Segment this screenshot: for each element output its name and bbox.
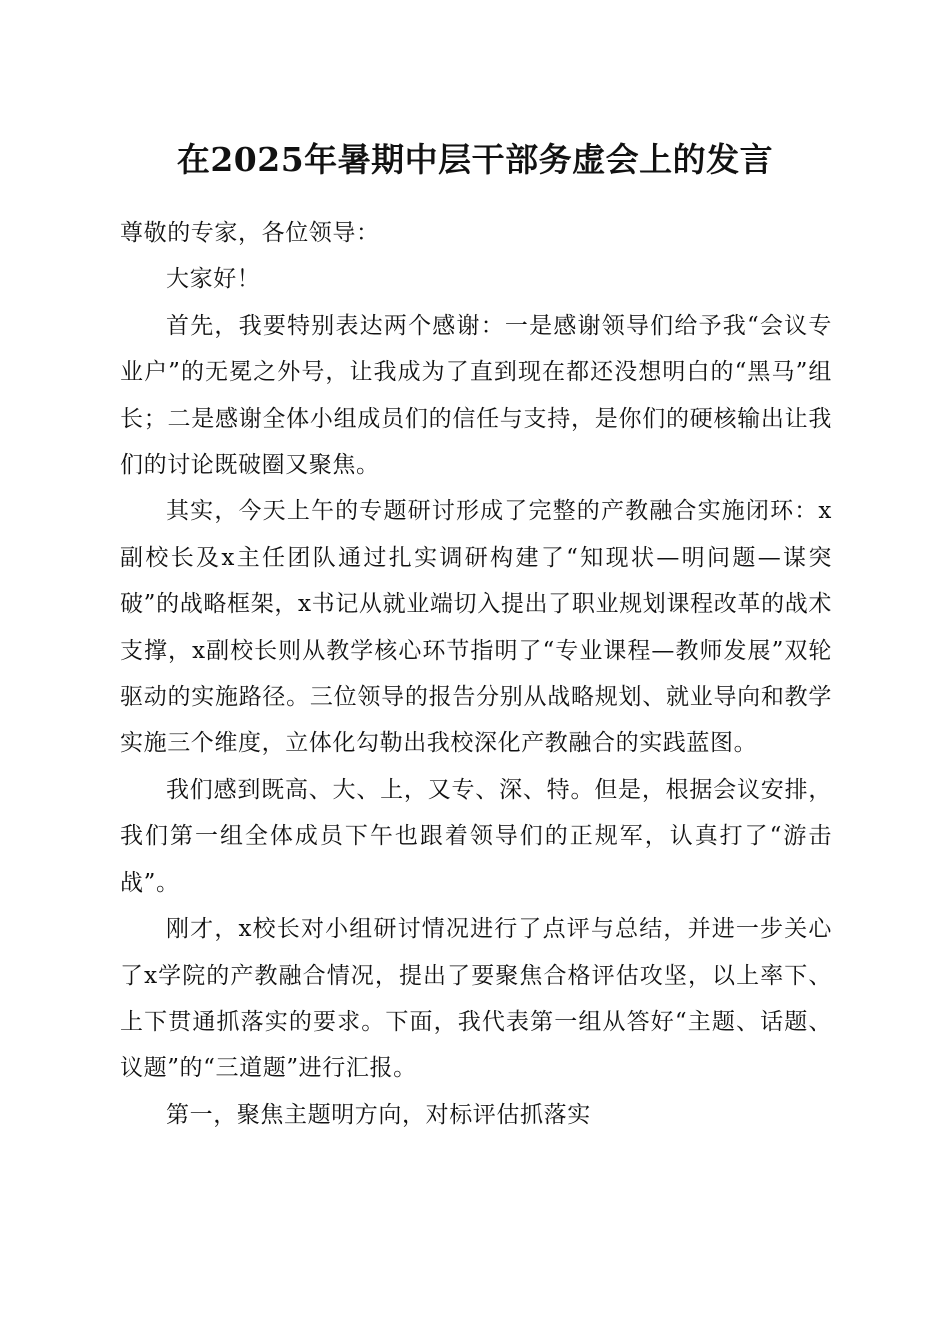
greeting: 大家好！ [166, 266, 261, 293]
section-heading-first: 第一，聚焦主题明方向，对标评估抓落实 [166, 1101, 591, 1128]
salutation: 尊敬的专家，各位领导： [120, 220, 380, 246]
paragraph-report-intro: 刚才，x校长对小组研讨情况进行了点评与总结，并进一步关心了x学院的产教融合情况，提出了要聚焦合格评估攻坚，以上率下、上下贯通抓落实的要求。下面，我代表第一组从答好“主题、话题、议题”的“三道题”进行汇报。 [120, 916, 832, 1082]
paragraph-afternoon-session: 我们感到既高、大、上，又专、深、特。但是，根据会议安排，我们第一组全体成员下午也跟着领导们的正规军，认真打了“游击战”。 [120, 776, 832, 896]
paragraph-morning-session: 其实，今天上午的专题研讨形成了完整的产教融合实施闭环：x副校长及x主任团队通过扎实调研构建了“知现状—明问题—谋突破”的战略框架，x书记从就业端切入提出了职业规划课程改革的战术支撑，x副校长则从教学核心环节指明了“专业课程—教师发展”双轮驱动的实施路径。三位领导的报告分别从战略规划、就业导向和教学实施三个维度，立体化勾勒出我校深化产教融合的实践蓝图。 [120, 498, 832, 757]
document-body [120, 210, 832, 1138]
document-title: 在2025年暑期中层干部务虚会上的发言 [176, 140, 774, 179]
paragraph-thanks: 首先，我要特别表达两个感谢：一是感谢领导们给予我“会议专业户”的无冕之外号，让我成为了直到现在都还没想明白的“黑马”组长；二是感谢全体小组成员们的信任与支持，是你们的硬核输出让我们的讨论既破圈又聚焦。 [120, 312, 832, 479]
